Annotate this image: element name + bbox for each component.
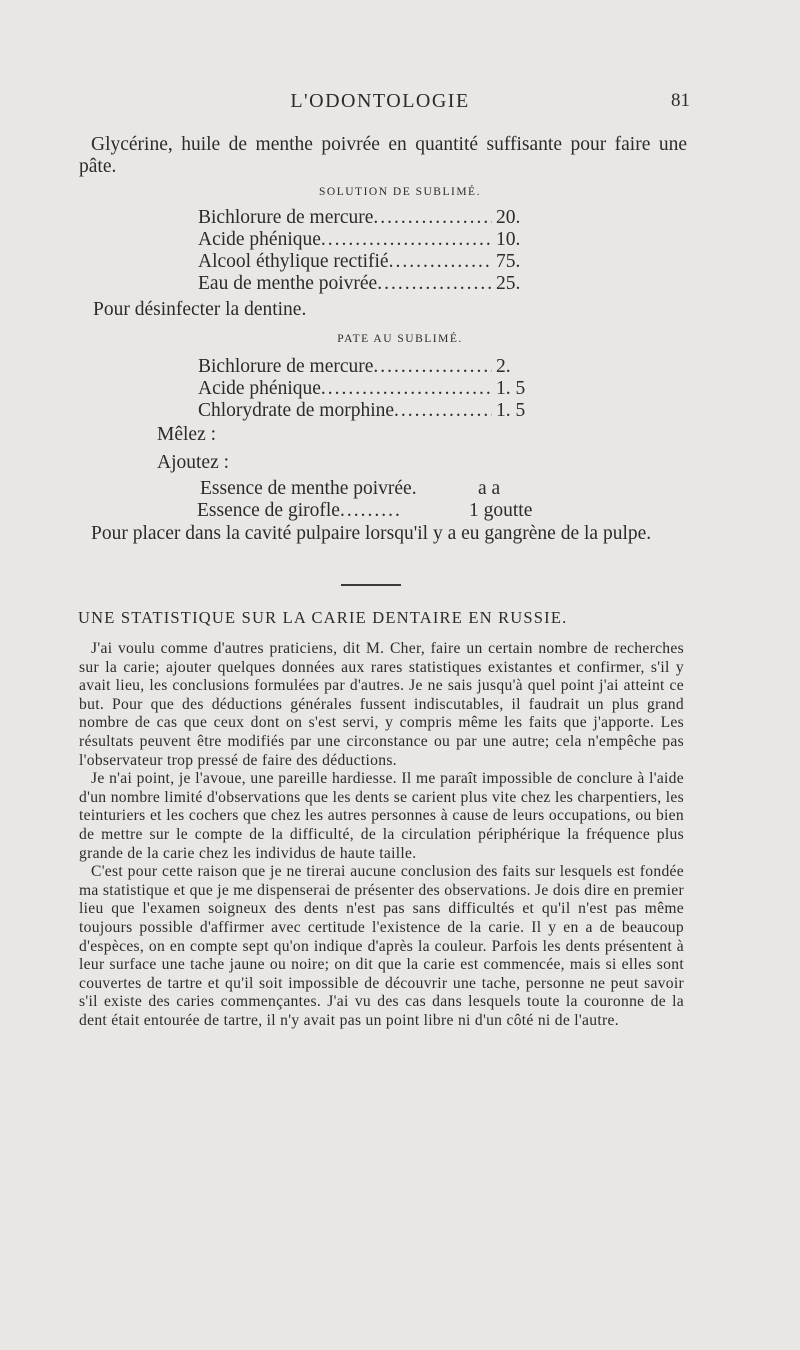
paste-usage: Pour placer dans la cavité pulpaire lorsqu'il y a eu gangrène de la pulpe. (91, 523, 652, 544)
paste-recipe (198, 356, 558, 422)
recipe-row (198, 378, 558, 400)
essence-line-1 (200, 478, 501, 500)
running-title: L'ODONTOLOGIE (290, 90, 470, 112)
page-number: 81 (671, 90, 690, 111)
ingredient-qty: 75. (496, 251, 521, 272)
add-instruction: Ajoutez : (157, 452, 230, 473)
recipe-row (198, 273, 558, 295)
solution-usage: Pour désinfecter la dentine. (93, 299, 307, 320)
section-divider (341, 584, 401, 586)
recipe-row (198, 356, 558, 378)
intro-paragraph: Glycérine, huile de menthe poivrée en quantité suffisante pour faire une pâte. (79, 134, 687, 177)
ingredient-name: Bichlorure de mercure (198, 207, 374, 228)
ingredient-qty: 25. (496, 273, 521, 294)
recipe-row (198, 400, 558, 422)
essence-qty: 1 goutte (469, 500, 533, 521)
article-paragraph: Je n'ai point, je l'avoue, une pareille hardiesse. Il me paraît impossible de conclure à l'aide d'un nombre limité d'observations que les dents se carient plus vite chez les charpentiers, les teinturiers et les cochers que chez les autres personnes à cause de leurs occupations, ou bien de mettre sur le compte de la difficulté, de la circulation périphérique la fréquence plus grande de la carie chez les individus de haute taille. (79, 770, 684, 862)
ingredient-name: Eau de menthe poivrée (198, 273, 378, 294)
essence-name: Essence de menthe poivrée. (200, 478, 417, 499)
recipe-row (198, 229, 558, 251)
ingredient-name: Acide phénique (198, 229, 321, 250)
ingredient-qty: 20. (496, 207, 521, 228)
ingredient-qty: 1. 5 (496, 400, 526, 421)
solution-recipe (198, 207, 558, 295)
recipe-row (198, 207, 558, 229)
recipe-row (198, 251, 558, 273)
ingredient-name: Alcool éthylique rectifié (198, 251, 389, 272)
ingredient-qty: 10. (496, 229, 521, 250)
article-paragraph: J'ai voulu comme d'autres praticiens, dit M. Cher, faire un certain nombre de recherches sur la carie; ajouter quelques données aux rares statistiques existantes et confirmer, s'il y avait lieu, les conclusions formulées par d'autres. Je ne sais jusqu'à quel point j'ai atteint ce but. Pour que des déductions générales fussent indiscutables, il faudrait un plus grand nombre de cas que ceux dont on s'est servi, y compris même les faits que j'apporte. Les résultats peuvent être modifiés par une circonstance ou par une autre; cela n'empêche pas l'observateur trop pressé de faire des déductions. (79, 640, 684, 769)
ingredient-qty: 1. 5 (496, 378, 526, 399)
ingredient-name: Bichlorure de mercure (198, 356, 374, 377)
article-paragraph: C'est pour cette raison que je ne tirerai aucune conclusion des faits sur lesquels est fondée ma statistique et que je me dispenserai de présenter des observations. Je dois dire en premier lieu que l'examen soigneux des dents n'est pas sans difficultés et qu'il n'est pas même toujours possible d'affirmer avec certitude l'existence de la carie. Il y en a de beaucoup d'espèces, on en compte sept qu'on indique d'après la couleur. Parfois les dents présentent à leur surface une tache jaune ou noire; on dit que la carie est commencée, mais si elles sont couvertes de tartre et qu'il soit impossible de découvrir une tache, personne ne peut savoir s'il existe des caries commençantes. J'ai vu des cas dans lesquels toute la couronne de la dent était entourée de tartre, il n'y avait pas un point libre ni d'un côté ni de l'autre. (79, 863, 684, 1029)
ingredient-name: Acide phénique (198, 378, 321, 399)
paste-title: PATE AU SUBLIMÉ. (337, 333, 463, 345)
essence-line-2: Essence de girofle......... 1 goutte (197, 500, 533, 521)
ingredient-name: Chlorydrate de morphine (198, 400, 395, 421)
ingredient-qty: 2. (496, 356, 511, 377)
page-header (80, 90, 690, 118)
essence-name: Essence de girofle (197, 500, 340, 521)
solution-title: SOLUTION DE SUBLIMÉ. (319, 186, 481, 198)
article-title: UNE STATISTIQUE SUR LA CARIE DENTAIRE EN RUSSIE. (78, 608, 568, 627)
essence-qty: a a (478, 478, 501, 499)
article-body (79, 640, 684, 1030)
mix-instruction: Mêlez : (157, 424, 217, 445)
